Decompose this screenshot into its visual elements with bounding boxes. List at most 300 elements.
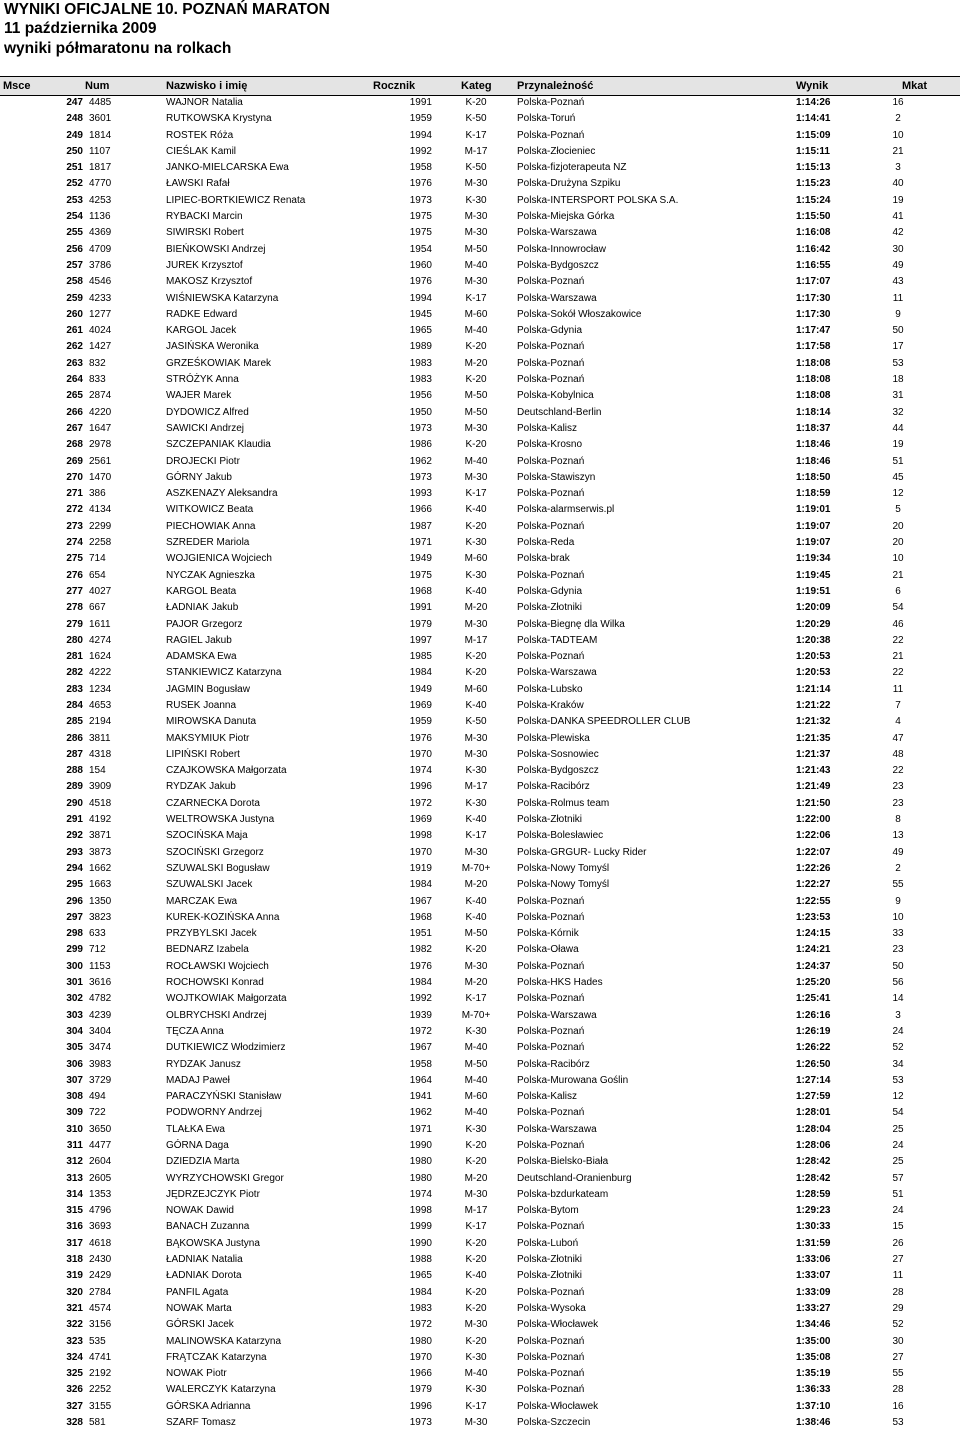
place-cell: 287 — [66, 748, 83, 760]
category-place-cell: 10 — [892, 129, 904, 141]
place-cell: 248 — [66, 113, 83, 125]
birth-year-cell: 1996 — [409, 781, 432, 793]
category-cell: K-30 — [465, 1351, 487, 1363]
bib-number-cell: 3404 — [89, 1025, 112, 1037]
birth-year-cell: 1960 — [409, 259, 432, 271]
table-row — [0, 1023, 960, 1039]
birth-year-cell: 1973 — [409, 194, 432, 206]
header-category: Kateg — [461, 80, 492, 92]
time-cell: 1:22:55 — [796, 895, 831, 907]
time-cell: 1:33:06 — [796, 1254, 831, 1266]
time-cell: 1:22:06 — [796, 830, 831, 842]
table-row — [0, 175, 960, 191]
bib-number-cell: 1136 — [89, 211, 111, 223]
category-cell: K-20 — [465, 1302, 487, 1314]
time-cell: 1:15:24 — [796, 194, 831, 206]
bib-number-cell: 4318 — [89, 748, 112, 760]
place-cell: 270 — [66, 471, 83, 483]
bib-number-cell: 1663 — [89, 879, 112, 891]
table-row — [0, 1186, 960, 1202]
category-place-cell: 24 — [892, 1025, 904, 1037]
name-cell: STRÓŻYK Anna — [166, 374, 239, 386]
club-cell: Polska-Bydgoszcz — [517, 259, 599, 271]
category-place-cell: 21 — [892, 651, 904, 663]
category-place-cell: 25 — [892, 1156, 904, 1168]
birth-year-cell: 1965 — [409, 325, 432, 337]
category-place-cell: 22 — [892, 634, 904, 646]
table-row — [0, 1300, 960, 1316]
name-cell: NOWAK Piotr — [166, 1368, 227, 1380]
table-row — [0, 208, 960, 224]
time-cell: 1:21:32 — [796, 716, 831, 728]
place-cell: 320 — [66, 1286, 83, 1298]
time-cell: 1:21:35 — [796, 732, 831, 744]
club-cell: Polska-Poznań — [517, 1286, 585, 1298]
club-cell: Polska-Poznań — [517, 895, 585, 907]
birth-year-cell: 1966 — [409, 1368, 432, 1380]
table-row — [0, 1088, 960, 1104]
category-place-cell: 49 — [892, 259, 904, 271]
time-cell: 1:30:33 — [796, 1221, 831, 1233]
table-header — [0, 76, 960, 96]
category-cell: M-17 — [464, 634, 488, 646]
category-cell: K-20 — [465, 1237, 487, 1249]
club-cell: Polska-Poznań — [517, 357, 585, 369]
place-cell: 261 — [66, 325, 83, 337]
bib-number-cell: 4192 — [89, 814, 112, 826]
table-row — [0, 827, 960, 843]
name-cell: PODWORNY Andrzej — [166, 1107, 262, 1119]
club-cell: Polska-Wysoka — [517, 1302, 586, 1314]
time-cell: 1:35:00 — [796, 1335, 831, 1347]
category-cell: K-30 — [465, 569, 487, 581]
club-cell: Polska-Poznań — [517, 1140, 585, 1151]
club-cell: Polska-Kalisz — [517, 422, 578, 434]
place-cell: 289 — [66, 781, 83, 793]
place-cell: 302 — [66, 993, 83, 1005]
time-cell: 1:22:26 — [796, 862, 831, 874]
name-cell: WELTROWSKA Justyna — [166, 814, 275, 826]
birth-year-cell: 1966 — [409, 504, 432, 516]
name-cell: CZARNECKA Dorota — [166, 797, 260, 809]
place-cell: 256 — [66, 243, 83, 255]
place-cell: 309 — [66, 1107, 83, 1119]
club-cell: Polska-Oława — [517, 944, 579, 956]
category-place-cell: 14 — [892, 993, 904, 1005]
bib-number-cell: 2429 — [89, 1270, 112, 1282]
bib-number-cell: 3983 — [89, 1058, 112, 1070]
name-cell: ŁAWSKI Rafał — [166, 178, 230, 190]
category-cell: M-70+ — [461, 1009, 491, 1021]
name-cell: JANKO-MIELCARSKA Ewa — [166, 162, 289, 174]
table-row — [0, 1398, 960, 1414]
place-cell: 277 — [66, 585, 83, 597]
category-cell: K-17 — [465, 830, 487, 842]
place-cell: 304 — [66, 1025, 83, 1037]
category-place-cell: 48 — [892, 748, 904, 760]
time-cell: 1:19:07 — [796, 537, 831, 549]
category-place-cell: 2 — [895, 113, 901, 125]
time-cell: 1:28:42 — [796, 1156, 831, 1168]
place-cell: 271 — [66, 488, 83, 500]
category-cell: M-20 — [464, 357, 488, 369]
document-title: WYNIKI OFICJALNE 10. POZNAŃ MARATON — [4, 1, 330, 18]
category-cell: M-30 — [464, 1188, 488, 1200]
time-cell: 1:20:09 — [796, 602, 831, 614]
club-cell: Polska-Warszawa — [517, 1009, 597, 1021]
birth-year-cell: 1994 — [409, 129, 432, 141]
bib-number-cell: 3474 — [89, 1042, 112, 1054]
bib-number-cell: 4782 — [89, 993, 112, 1005]
bib-number-cell: 2604 — [89, 1156, 112, 1168]
time-cell: 1:25:20 — [796, 977, 831, 989]
place-cell: 247 — [66, 97, 83, 108]
name-cell: ASZKENAZY Aleksandra — [166, 488, 278, 500]
birth-year-cell: 1998 — [409, 830, 432, 842]
category-cell: M-30 — [464, 178, 488, 190]
time-cell: 1:18:08 — [796, 390, 831, 402]
category-cell: M-30 — [464, 618, 488, 630]
name-cell: MAKOSZ Krzysztof — [166, 276, 253, 288]
time-cell: 1:17:30 — [796, 292, 831, 304]
birth-year-cell: 1970 — [409, 846, 432, 858]
category-cell: K-50 — [465, 113, 487, 125]
name-cell: GÓRNA Daga — [166, 1140, 229, 1151]
time-cell: 1:15:23 — [796, 178, 831, 190]
club-cell: Polska-Warszawa — [517, 227, 597, 239]
name-cell: JASIŃSKA Weronika — [166, 341, 259, 353]
header-name: Nazwisko i imię — [166, 80, 248, 92]
category-cell: M-30 — [464, 1319, 488, 1331]
category-cell: M-20 — [464, 602, 488, 614]
club-cell: Polska-Złotniki — [517, 602, 583, 614]
category-cell: K-40 — [465, 699, 487, 711]
time-cell: 1:33:09 — [796, 1286, 831, 1298]
name-cell: NOWAK Marta — [166, 1302, 232, 1314]
name-cell: ŁADNIAK Jakub — [166, 602, 239, 614]
club-cell: Polska-Poznań — [517, 520, 585, 532]
table-row — [0, 534, 960, 550]
category-place-cell: 43 — [892, 276, 904, 288]
category-cell: M-30 — [464, 276, 488, 288]
name-cell: LIPIEC-BORTKIEWICZ Renata — [166, 194, 306, 206]
place-cell: 265 — [66, 390, 83, 402]
club-cell: Polska-Złocieniec — [517, 145, 596, 157]
category-place-cell: 9 — [895, 308, 901, 320]
name-cell: PIECHOWIAK Anna — [166, 520, 256, 532]
table-row — [0, 338, 960, 354]
bib-number-cell: 4239 — [89, 1009, 112, 1021]
name-cell: WAJER Marek — [166, 390, 232, 402]
category-place-cell: 30 — [892, 243, 904, 255]
club-cell: Deutschland-Oranienburg — [517, 1172, 632, 1184]
category-place-cell: 33 — [892, 928, 904, 940]
table-row — [0, 958, 960, 974]
club-cell: Polska-Toruń — [517, 113, 576, 125]
birth-year-cell: 1993 — [409, 488, 432, 500]
category-place-cell: 25 — [892, 1123, 904, 1135]
birth-year-cell: 1979 — [409, 618, 432, 630]
name-cell: ADAMSKA Ewa — [166, 651, 237, 663]
bib-number-cell: 2299 — [89, 520, 112, 532]
place-cell: 282 — [66, 667, 83, 679]
category-cell: K-40 — [465, 895, 487, 907]
category-cell: K-30 — [465, 765, 487, 777]
category-place-cell: 11 — [892, 292, 904, 304]
category-place-cell: 8 — [895, 814, 901, 826]
club-cell: Polska-Gdynia — [517, 325, 583, 337]
time-cell: 1:18:46 — [796, 439, 831, 451]
time-cell: 1:35:08 — [796, 1351, 831, 1363]
club-cell: Polska-Drużyna Szpiku — [517, 178, 621, 190]
bib-number-cell: 3909 — [89, 781, 112, 793]
place-cell: 267 — [66, 422, 83, 434]
time-cell: 1:26:22 — [796, 1042, 831, 1054]
bib-number-cell: 3155 — [89, 1400, 112, 1412]
category-cell: K-20 — [465, 944, 487, 956]
club-cell: Polska-Biegnę dla Wilka — [517, 618, 625, 630]
category-cell: K-20 — [465, 651, 487, 663]
category-place-cell: 55 — [892, 879, 904, 891]
time-cell: 1:24:37 — [796, 960, 831, 972]
time-cell: 1:19:51 — [796, 585, 831, 597]
place-cell: 253 — [66, 194, 83, 206]
category-place-cell: 7 — [895, 699, 901, 711]
club-cell: Polska-Złotniki — [517, 814, 583, 826]
bib-number-cell: 3693 — [89, 1221, 112, 1233]
category-place-cell: 52 — [892, 1319, 904, 1331]
table-row — [0, 1349, 960, 1365]
category-cell: K-30 — [465, 797, 487, 809]
name-cell: WITKOWICZ Beata — [166, 504, 254, 516]
bib-number-cell: 3156 — [89, 1319, 112, 1331]
place-cell: 276 — [66, 569, 83, 581]
bib-number-cell: 3811 — [89, 732, 111, 744]
bib-number-cell: 3650 — [89, 1123, 112, 1135]
birth-year-cell: 1976 — [409, 732, 432, 744]
club-cell: Polska-Złotniki — [517, 1254, 583, 1266]
category-place-cell: 5 — [895, 504, 901, 516]
name-cell: KUREK-KOZIŃSKA Anna — [166, 911, 280, 923]
club-cell: Polska-Krosno — [517, 439, 583, 451]
name-cell: SIWIRSKI Robert — [166, 227, 244, 239]
category-cell: M-40 — [464, 455, 488, 467]
club-cell: Polska-Poznań — [517, 1025, 585, 1037]
table-row — [0, 811, 960, 827]
category-cell: M-30 — [464, 471, 488, 483]
name-cell: OLBRYCHSKI Andrzej — [166, 1009, 267, 1021]
time-cell: 1:24:21 — [796, 944, 831, 956]
name-cell: GÓRSKA Adrianna — [166, 1400, 251, 1412]
place-cell: 251 — [66, 162, 83, 174]
place-cell: 308 — [66, 1091, 83, 1103]
bib-number-cell: 3729 — [89, 1074, 112, 1086]
category-cell: M-17 — [464, 145, 488, 157]
birth-year-cell: 1991 — [409, 602, 432, 614]
birth-year-cell: 1970 — [409, 748, 432, 760]
category-place-cell: 44 — [892, 422, 904, 434]
category-place-cell: 28 — [892, 1286, 904, 1298]
club-cell: Polska-Poznań — [517, 455, 585, 467]
category-place-cell: 17 — [892, 341, 904, 353]
bib-number-cell: 1350 — [89, 895, 112, 907]
time-cell: 1:37:10 — [796, 1400, 831, 1412]
table-row — [0, 1284, 960, 1300]
birth-year-cell: 1972 — [409, 1319, 432, 1331]
place-cell: 311 — [66, 1140, 83, 1151]
time-cell: 1:36:33 — [796, 1384, 831, 1396]
time-cell: 1:28:06 — [796, 1140, 831, 1151]
birth-year-cell: 1976 — [409, 960, 432, 972]
club-cell: Polska-Kraków — [517, 699, 584, 711]
time-cell: 1:16:42 — [796, 243, 831, 255]
birth-year-cell: 1975 — [409, 211, 432, 223]
category-place-cell: 32 — [892, 406, 904, 418]
table-row — [0, 550, 960, 566]
category-cell: M-70+ — [461, 862, 491, 874]
place-cell: 297 — [66, 911, 83, 923]
club-cell: Polska-Poznań — [517, 1042, 585, 1054]
birth-year-cell: 1983 — [409, 374, 432, 386]
club-cell: Polska-TADTEAM — [517, 634, 598, 646]
category-place-cell: 24 — [892, 1205, 904, 1217]
bib-number-cell: 4134 — [89, 504, 112, 516]
time-cell: 1:21:37 — [796, 748, 831, 760]
category-place-cell: 51 — [892, 1188, 904, 1200]
bib-number-cell: 3786 — [89, 259, 112, 271]
table-row — [0, 1137, 960, 1153]
bib-number-cell: 2194 — [89, 716, 112, 728]
category-place-cell: 22 — [892, 667, 904, 679]
category-place-cell: 50 — [892, 325, 904, 337]
place-cell: 327 — [66, 1400, 83, 1412]
club-cell: Polska-Reda — [517, 537, 575, 549]
table-row — [0, 1072, 960, 1088]
bib-number-cell: 4027 — [89, 585, 112, 597]
bib-number-cell: 1277 — [89, 308, 112, 320]
place-cell: 259 — [66, 292, 83, 304]
category-place-cell: 53 — [892, 357, 904, 369]
table-row — [0, 290, 960, 306]
bib-number-cell: 4369 — [89, 227, 112, 239]
birth-year-cell: 1965 — [409, 1270, 432, 1282]
bib-number-cell: 3616 — [89, 977, 112, 989]
table-row — [0, 436, 960, 452]
birth-year-cell: 1980 — [409, 1335, 432, 1347]
birth-year-cell: 1972 — [409, 1025, 432, 1037]
bib-number-cell: 1662 — [89, 862, 112, 874]
club-cell: Polska-Sosnowiec — [517, 748, 599, 760]
category-cell: M-40 — [464, 1042, 488, 1054]
category-cell: K-17 — [465, 1400, 487, 1412]
table-row — [0, 567, 960, 583]
club-cell: Polska-Złotniki — [517, 1270, 583, 1282]
bib-number-cell: 154 — [89, 765, 106, 777]
category-place-cell: 31 — [892, 390, 904, 402]
name-cell: BĄKOWSKA Justyna — [166, 1237, 260, 1249]
category-place-cell: 52 — [892, 1042, 904, 1054]
bib-number-cell: 2192 — [89, 1368, 112, 1380]
place-cell: 283 — [66, 683, 83, 695]
birth-year-cell: 1973 — [409, 1417, 432, 1429]
name-cell: DYDOWICZ Alfred — [166, 406, 249, 418]
category-cell: M-40 — [464, 1074, 488, 1086]
time-cell: 1:14:26 — [796, 97, 831, 108]
birth-year-cell: 1958 — [409, 1058, 432, 1070]
name-cell: JAGMIN Bogusław — [166, 683, 250, 695]
name-cell: SZARF Tomasz — [166, 1417, 236, 1429]
name-cell: MAKSYMIUK Piotr — [166, 732, 250, 744]
place-cell: 254 — [66, 211, 83, 223]
bib-number-cell: 722 — [89, 1107, 106, 1119]
category-place-cell: 16 — [892, 97, 904, 108]
bib-number-cell: 1470 — [89, 471, 112, 483]
name-cell: WALERCZYK Katarzyna — [166, 1384, 276, 1396]
header-year: Rocznik — [373, 80, 416, 92]
club-cell: Polska-Poznań — [517, 960, 585, 972]
table-row — [0, 1007, 960, 1023]
table-row — [0, 844, 960, 860]
category-cell: M-50 — [464, 928, 488, 940]
birth-year-cell: 1979 — [409, 1384, 432, 1396]
name-cell: RUTKOWSKA Krystyna — [166, 113, 272, 125]
club-cell: Polska-bzdurkateam — [517, 1188, 609, 1200]
club-cell: Polska-Poznań — [517, 276, 585, 288]
bib-number-cell: 535 — [89, 1335, 106, 1347]
name-cell: RADKE Edward — [166, 308, 238, 320]
place-cell: 252 — [66, 178, 83, 190]
time-cell: 1:24:15 — [796, 928, 831, 940]
table-row — [0, 420, 960, 436]
birth-year-cell: 1959 — [409, 716, 432, 728]
birth-year-cell: 1969 — [409, 814, 432, 826]
birth-year-cell: 1950 — [409, 406, 432, 418]
place-cell: 250 — [66, 145, 83, 157]
table-row — [0, 192, 960, 208]
place-cell: 255 — [66, 227, 83, 239]
place-cell: 301 — [66, 977, 83, 989]
table-row — [0, 485, 960, 501]
birth-year-cell: 1973 — [409, 471, 432, 483]
category-cell: K-17 — [465, 292, 487, 304]
category-cell: M-30 — [464, 422, 488, 434]
birth-year-cell: 1973 — [409, 422, 432, 434]
club-cell: Polska-Poznań — [517, 993, 585, 1005]
bib-number-cell: 1624 — [89, 651, 112, 663]
club-cell: Polska-Poznań — [517, 97, 585, 108]
category-place-cell: 55 — [892, 1368, 904, 1380]
name-cell: RYDZAK Jakub — [166, 781, 236, 793]
place-cell: 305 — [66, 1042, 83, 1054]
table-row — [0, 1039, 960, 1055]
bib-number-cell: 2252 — [89, 1384, 112, 1396]
time-cell: 1:16:08 — [796, 227, 831, 239]
table-row — [0, 224, 960, 240]
place-cell: 292 — [66, 830, 83, 842]
bib-number-cell: 4485 — [89, 97, 112, 108]
place-cell: 262 — [66, 341, 83, 353]
results-subtitle: wyniki półmaratonu na rolkach — [4, 40, 232, 57]
time-cell: 1:21:22 — [796, 699, 831, 711]
birth-year-cell: 1991 — [409, 97, 432, 108]
club-cell: Polska-Miejska Górka — [517, 211, 615, 223]
bib-number-cell: 581 — [89, 1417, 106, 1429]
club-cell: Polska-Poznań — [517, 1107, 585, 1119]
bib-number-cell: 712 — [89, 944, 106, 956]
birth-year-cell: 1967 — [409, 1042, 432, 1054]
place-cell: 294 — [66, 862, 83, 874]
bib-number-cell: 1647 — [89, 422, 112, 434]
